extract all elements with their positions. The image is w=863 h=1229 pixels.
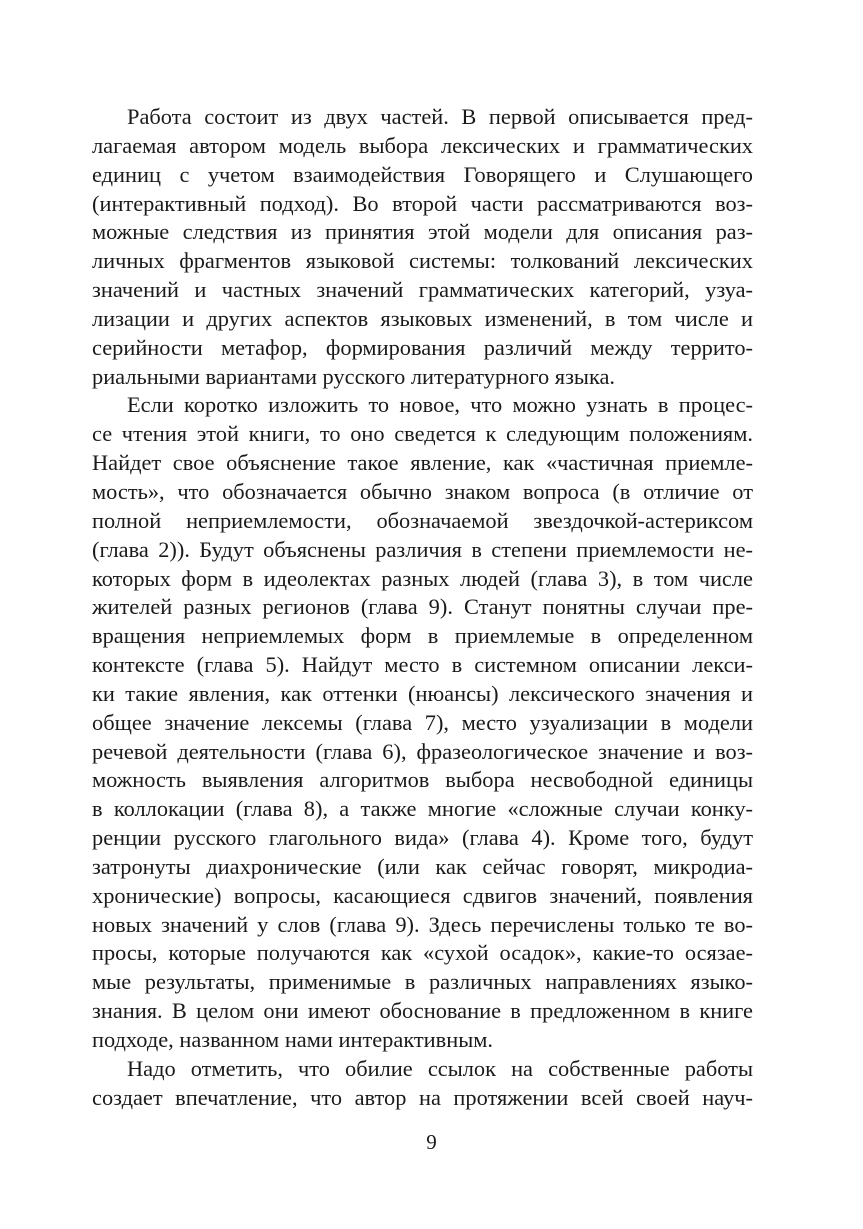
text-line: можные следствия из принятия этой модели для описания раз- <box>92 219 753 245</box>
page-number: 9 <box>426 1130 437 1154</box>
text-line: речевой деятельности (глава 6), фразеологическое значение и воз- <box>92 738 753 764</box>
text-line: ренции русского глагольного вида» (глава 4). Кроме того, будут <box>92 825 753 851</box>
text-line: Работа состоит из двух частей. В первой описывается пред- <box>127 104 753 129</box>
text-line: единиц с учетом взаимодействия Говорящего и Слушающего <box>92 161 753 187</box>
text-line: жителей разных регионов (глава 9). Станут понятны случаи пре- <box>92 594 753 620</box>
text-line: новых значений у слов (глава 9). Здесь перечислены только те во- <box>92 911 753 937</box>
text-line: лизации и других аспектов языковых изменений, в том числе и <box>92 305 753 331</box>
text-line: затронуты диахронические (или как сейчас говорят, микродиа- <box>92 853 753 879</box>
text-line: лагаемая автором модель выбора лексических и грамматических <box>92 132 753 158</box>
text-line: подходе, названном нами интерактивным. <box>92 1027 494 1052</box>
text-line: личных фрагментов языковой системы: толкований лексических <box>92 248 753 274</box>
text-line: Найдет свое объяснение такое явление, как «частичная приемле- <box>92 450 753 476</box>
text-line: создает впечатление, что автор на протяжении всей своей науч- <box>92 1084 753 1110</box>
text-line: (глава 2)). Будут объяснены различия в степени приемлемости не- <box>92 536 753 562</box>
text-line: просы, которые получаются как «сухой осадок», какие-то осязае- <box>92 940 753 966</box>
text-line: хронические) вопросы, касающиеся сдвигов значений, появления <box>92 882 753 908</box>
text-line: в коллокации (глава 8), а также многие «сложные случаи конку- <box>92 796 753 822</box>
text-line: которых форм в идеолектах разных людей (глава 3), в том числе <box>92 565 753 591</box>
text-line: можность выявления алгоритмов выбора несвободной единицы <box>92 767 753 793</box>
text-line: полной неприемлемости, обозначаемой звездочкой-астериксом <box>92 507 753 533</box>
text-line: (интерактивный подход). Во второй части рассматриваются воз- <box>92 190 753 216</box>
text-line: серийности метафор, формирования различий между террито- <box>92 334 753 360</box>
text-line: Если коротко изложить то новое, что можно узнать в процес- <box>127 392 753 418</box>
text-line: вращения неприемлемых форм в приемлемые в определенном <box>92 623 753 649</box>
text-line: се чтения этой книги, то оно сведется к следующим положениям. <box>92 421 753 447</box>
text-line: контексте (глава 5). Найдут место в системном описании лекси- <box>92 652 753 678</box>
text-line: ки такие явления, как оттенки (нюансы) лексического значения и <box>92 680 753 706</box>
text-line: мые результаты, применимые в различных направлениях языко- <box>92 969 753 995</box>
text-line: мость», что обозначается обычно знаком вопроса (в отличие от <box>92 478 753 504</box>
text-line: знания. В целом они имеют обоснование в предложенном в книге <box>92 998 753 1024</box>
body-text <box>92 103 753 1113</box>
text-line: общее значение лексемы (глава 7), место узуализации в модели <box>92 709 753 735</box>
text-line: Надо отметить, что обилие ссылок на собственные работы <box>127 1055 753 1081</box>
text-line: риальными вариантами русского литературного языка. <box>92 363 616 389</box>
text-line: значений и частных значений грамматических категорий, узуа- <box>92 277 753 303</box>
